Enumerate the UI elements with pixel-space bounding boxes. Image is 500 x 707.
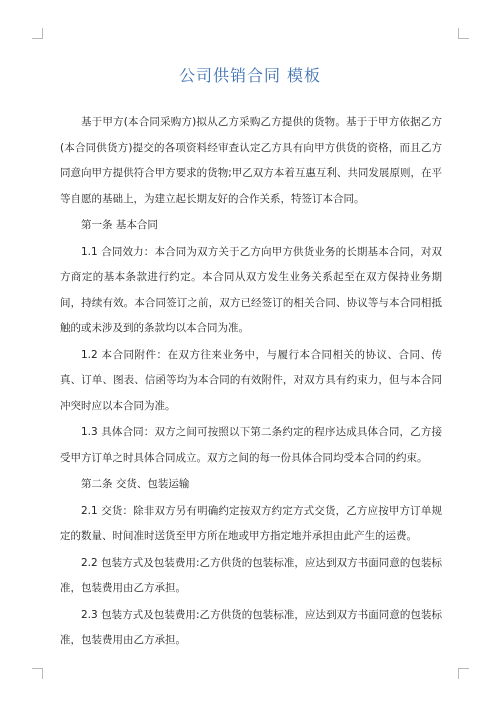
top-right-crop-mark [458, 28, 469, 39]
clause-paragraph: 2.3 包装方式及包装费用:乙方供货的包装标准，应达到双方书面同意的包装标准，包装费用由乙方承担。 [60, 608, 442, 646]
document-body [60, 110, 442, 655]
section-heading: 第二条 交货、包装运输 [81, 478, 190, 490]
intro-paragraph: 基于甲方(本合同采购方)拟从乙方采购乙方提供的货物。基于于甲方依据乙方(本合同供货方)提交的各项资料经审查认定乙方具有向甲方供货的资格，而且乙方同意向甲方提供符合甲方要求的货物;甲乙双方本着互惠互利、共同发展原则，在平等自愿的基础上，为建立起长期友好的合作关系，特签订本合同。 [60, 116, 442, 205]
clause-paragraph: 2.2 包装方式及包装费用:乙方供货的包装标准，应达到双方书面同意的包装标准，包装费用由乙方承担。 [60, 556, 442, 594]
bottom-left-crop-mark [32, 668, 43, 679]
section-heading: 第一条 基本合同 [81, 219, 158, 231]
bottom-right-crop-mark [458, 668, 469, 679]
document-title: 公司供销合同 模板 [178, 66, 322, 85]
clause-paragraph: 1.1 合同效力：本合同为双方关于乙方向甲方供货业务的长期基本合同，对双方商定的基本条款进行约定。本合同从双方发生业务关系起至在双方保持业务期间，持续有效。本合同签订之前，双方已经签订的相关合同、协议等与本合同相抵触的或未涉及到的条款均以本合同为准。 [60, 245, 442, 334]
clause-paragraph: 2.1 交货：除非双方另有明确约定按双方约定方式交货，乙方应按甲方订单规定的数量、时间准时送货至甲方所在地或甲方指定地并承担由此产生的运费。 [60, 504, 442, 542]
top-left-crop-mark [32, 28, 43, 39]
clause-paragraph: 1.2 本合同附件：在双方往来业务中，与履行本合同相关的协议、合同、传真、订单、图表、信函等均为本合同的有效附件，对双方具有约束力，但与本合同冲突时应以本合同为准。 [60, 348, 442, 412]
clause-paragraph: 1.3 具体合同：双方之间可按照以下第二条约定的程序达成具体合同，乙方接受甲方订单之时具体合同成立。双方之间的每一份具体合同均受本合同的约束。 [60, 426, 442, 464]
